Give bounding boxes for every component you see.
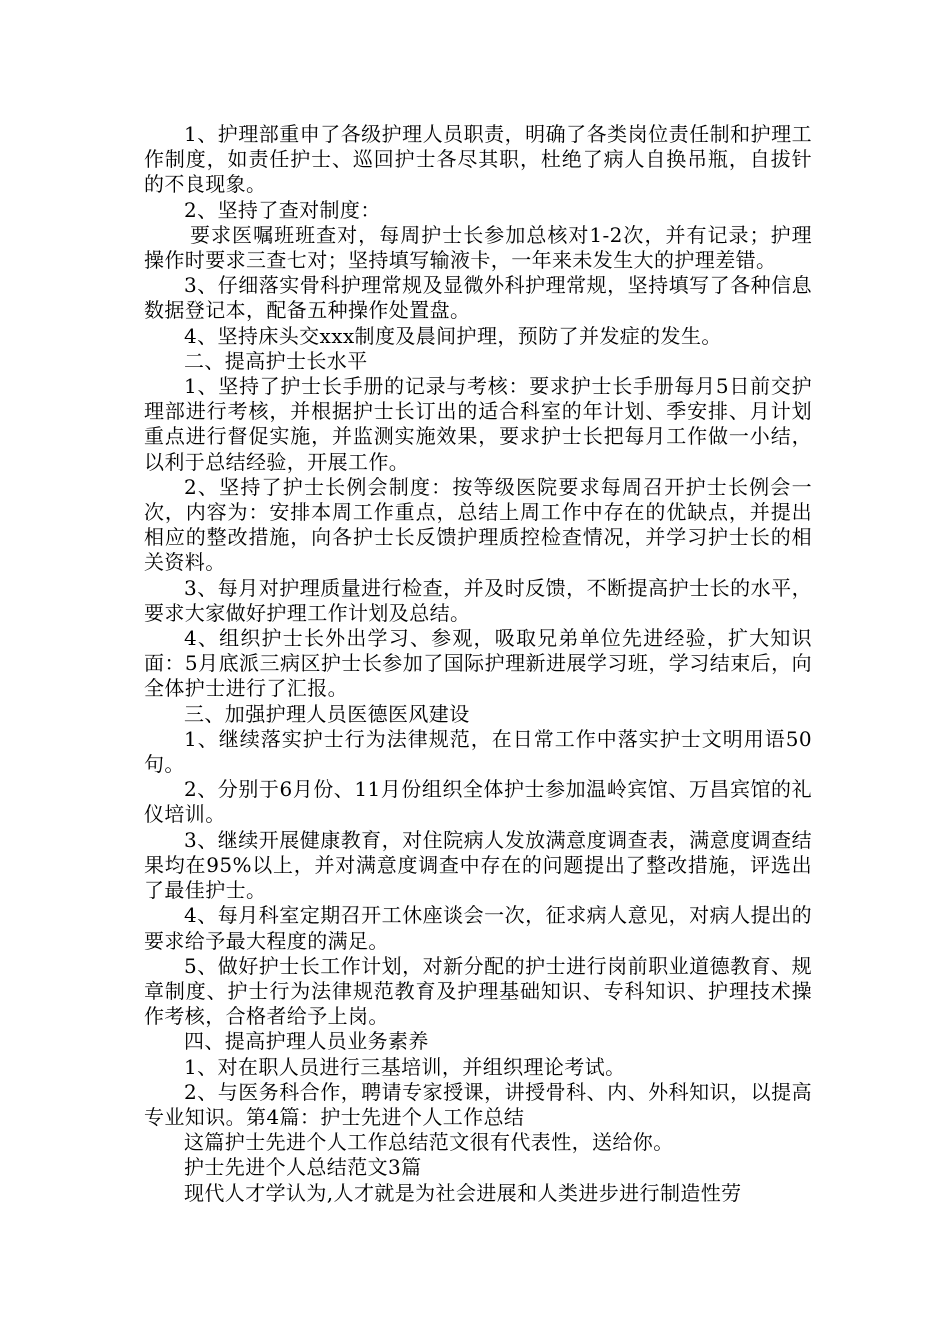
section-heading: 三、加强护理人员医德医风建设 xyxy=(184,701,470,726)
paragraph: 1、护理部重申了各级护理人员职责，明确了各类岗位责任制和护理工作制度，如责任护士、巡回护士各尽其职，杜绝了病人自换吊瓶，自拔针的不良现象。 xyxy=(144,122,812,197)
document-body xyxy=(144,122,812,1206)
paragraph: 3、仔细落实骨科护理常规及显微外科护理常规，坚持填写了各种信息数据登记本，配备五种操作处置盘。 xyxy=(144,273,812,323)
paragraph: 3、继续开展健康教育，对住院病人发放满意度调查表，满意度调查结果均在95%以上，并对满意度调查中存在的问题提出了整改措施，评选出了最佳护士。 xyxy=(144,827,812,903)
paragraph: 1、对在职人员进行三基培训，并组织理论考试。 xyxy=(184,1054,626,1079)
paragraph: 1、继续落实护士行为法律规范，在日常工作中落实护士文明用语50句。 xyxy=(144,726,812,777)
paragraph: 4、组织护士长外出学习、参观，吸取兄弟单位先进经验，扩大知识面：5月底派三病区护士长参加了国际护理新进展学习班，学习结束后，向全体护士进行了汇报。 xyxy=(144,626,812,701)
paragraph: 这篇护士先进个人工作总结范文很有代表性，送给你。 xyxy=(184,1130,674,1155)
paragraph: 2、坚持了护士长例会制度：按等级医院要求每周召开护士长例会一次，内容为：安排本周工作重点，总结上周工作中存在的优缺点，并提出相应的整改措施，向各护士长反馈护理质控检查情况，并学习护士长的相关资料。 xyxy=(144,474,812,575)
paragraph: 现代人才学认为,人才就是为社会进展和人类进步进行制造性劳 xyxy=(184,1180,742,1205)
paragraph: 2、与医务科合作，聘请专家授课，讲授骨科、内、外科知识，以提高专业知识。第4篇：护士先进个人工作总结 xyxy=(144,1079,812,1129)
section-heading: 四、提高护理人员业务素养 xyxy=(184,1029,429,1054)
paragraph: 护士先进个人总结范文3篇 xyxy=(184,1155,422,1180)
paragraph: 4、每月科室定期召开工休座谈会一次，征求病人意见，对病人提出的要求给予最大程度的满足。 xyxy=(144,903,812,953)
paragraph: 5、做好护士长工作计划，对新分配的护士进行岗前职业道德教育、规章制度、护士行为法律规范教育及护理基础知识、专科知识、护理技术操作考核，合格者给予上岗。 xyxy=(144,953,812,1029)
paragraph: 1、坚持了护士长手册的记录与考核：要求护士长手册每月5日前交护理部进行考核，并根据护士长订出的适合科室的年计划、季安排、月计划重点进行督促实施，并监测实施效果，要求护士长把每月工作做一小结，以利于总结经验，开展工作。 xyxy=(144,374,812,474)
paragraph: 4、坚持床头交xxx制度及晨间护理，预防了并发症的发生。 xyxy=(184,323,722,348)
section-heading: 二、提高护士长水平 xyxy=(184,348,368,373)
paragraph: 要求医嘱班班查对，每周护士长参加总核对1-2次，并有记录；护理操作时要求三查七对；坚持填写输液卡，一年来未发生大的护理差错。 xyxy=(144,222,812,273)
paragraph: 3、每月对护理质量进行检查，并及时反馈，不断提高护士长的水平，要求大家做好护理工作计划及总结。 xyxy=(144,575,812,625)
paragraph: 2、分别于6月份、11月份组织全体护士参加温岭宾馆、万昌宾馆的礼仪培训。 xyxy=(144,777,812,827)
paragraph: 2、坚持了查对制度： xyxy=(184,197,381,222)
